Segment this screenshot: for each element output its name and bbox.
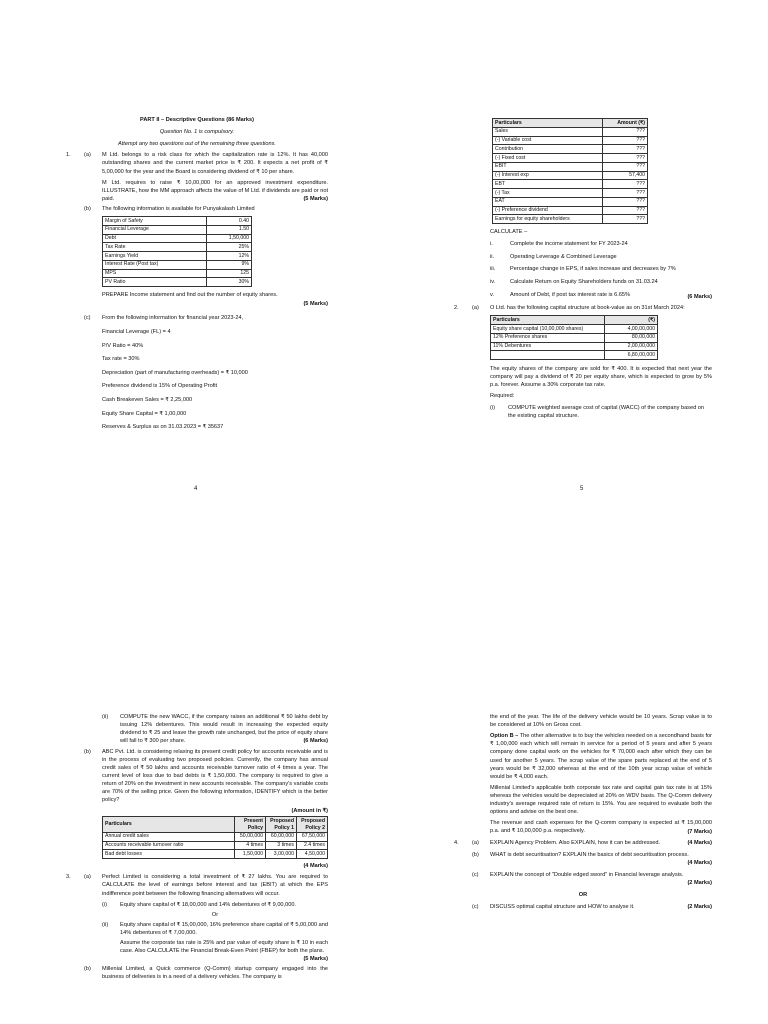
item-text: Equity share capital of ₹ 15,00,000, 16% preference share capital of ₹ 5,00,000 and 14% debentures of ₹ 7,00,000. [120, 921, 329, 936]
table-row [493, 206, 648, 215]
compulsory-note: Question No. 1 is compulsory. [159, 129, 235, 136]
question-1c [66, 314, 328, 431]
item-number: (ii) [102, 714, 109, 720]
question-1b [66, 205, 328, 308]
calc-item [490, 253, 712, 261]
table-row [491, 342, 658, 351]
cell-value: 125 [207, 269, 252, 278]
cell-value: ??? [603, 180, 648, 189]
cell-value: ??? [603, 206, 648, 215]
question-3a [66, 873, 328, 963]
cell-value: 9% [207, 260, 252, 269]
required-label: Required: [490, 393, 515, 400]
cell-value: ??? [603, 162, 648, 171]
cell-label: Accounts receivable turnover ratio [103, 841, 235, 850]
item-text: Amount of Debt, if post tax interest rate is 6.65% [510, 291, 631, 298]
q1a-text2: M Ltd. requires to raise ₹ 10,00,000 for an approved investment expenditure. ILLUSTRATE, how the MM approach affects the value of M Ltd. if dividends are paid or not paid. [102, 179, 328, 202]
table-row [103, 269, 252, 278]
cell-value: ??? [603, 136, 648, 145]
sub-label: (a) [472, 305, 479, 312]
p7-para4: The revenue and cash expenses for the Q-comm company is expected at ₹ 15,00,000 p.a. and ₹ 10,00,000 p.a. respectively. [490, 820, 712, 835]
marks: (4 Marks) [303, 863, 328, 870]
p7-para1: the end of the year. The life of the delivery vehicle would be 10 years. Scrap value is to be considered at 10% on Gross cost. [490, 714, 712, 729]
table-row [493, 171, 648, 180]
q4b-text: WHAT is debt securitisation? EXPLAIN the basics of debt securitisation process. [490, 851, 689, 858]
table-row [103, 260, 252, 269]
item-text: COMPUTE the new WACC, if the company raises an additional ₹ 50 lakhs debt by issuing 12% debentures. This would result in increasing the expected equity dividend to ₹ 25 and leave the growth rate unchanged, but the price of equity share will fall to ₹ 300 per share. [120, 714, 328, 745]
col-header: Particulars [491, 316, 605, 325]
col-header: Particulars [493, 119, 603, 128]
cell-label: (-) Preference dividend [493, 206, 603, 215]
q4c-text: EXPLAIN the concept of "Double edged sword" in Financial leverage analysis. [490, 871, 684, 878]
sub-label: (b) [84, 966, 91, 973]
q3b-text: Millenial Limited, a Quick commerce (Q-Comm) startup company engaged into the business of deliveries is in a need of a delivery vehicles. The company is [102, 966, 328, 981]
cell-label: Debt [103, 234, 207, 243]
cell-label: (-) Interest exp [493, 171, 603, 180]
col-header: Proposed Policy 2 [297, 817, 328, 833]
cell-label: Financial Leverage [103, 225, 207, 234]
cell-value: 4,50,000 [297, 850, 328, 859]
calculate-heading: CALCULATE – [490, 229, 528, 235]
leverage-info-table [102, 216, 252, 287]
table-row [493, 154, 648, 163]
page-6 [66, 713, 328, 985]
item-text: Complete the income statement for FY 2023-24 [510, 241, 628, 248]
or-separator: Or [211, 911, 219, 918]
marks: (2 Marks) [687, 880, 712, 887]
page-number: 4 [194, 486, 198, 492]
option-b-text: The other alternative is to buy the vehicles needed on a secondhand basis for ₹ 1,00,000 each which will remain in service for a period of 5 years and after 5 years company done capital work on the vehicles for ₹ 70,000 each after which they can be used for another 5 years. The scrap value of the spare parts replaced at the end of 5 years would be ₹ 32,000 whereas at the end of the 10th year scrap value of vehicle would be ₹ 4,000 each. [490, 733, 713, 780]
cell-value: 2.4 times [297, 841, 328, 850]
cell-label: (-) Variable cost [493, 136, 603, 145]
cell-value: 80,00,000 [605, 333, 658, 342]
or-separator: OR [578, 892, 588, 899]
cell-value: 30% [207, 278, 252, 287]
p7-para3: Millenial Limited's applicable both corporate tax rate and capital gain tax rate is at 15% whereas the vehicles would be depreciated at 20% on WDV basis. The Q-Comm delivery industry's average required rate of return is 15%. You are required to evaluate both the options and advise on the best one. [490, 784, 712, 816]
info-line: Preference dividend is 15% of Operating Profit [102, 383, 218, 390]
income-statement-table [492, 118, 648, 224]
cell-label: EBIT [493, 162, 603, 171]
question-4c [454, 871, 712, 887]
cell-value: 3,00,000 [266, 850, 297, 859]
table-row [491, 325, 658, 334]
table-row [103, 217, 252, 226]
cell-label: Margin of Safety [103, 217, 207, 226]
q1b-text: The following information is available for Punyakalash Limited [102, 206, 255, 213]
marks: (7 Marks) [687, 828, 712, 835]
question-number: 1. [66, 152, 71, 159]
cell-value: 4 times [235, 841, 266, 850]
item-number: (ii) [102, 921, 109, 928]
sub-label: (c) [472, 904, 479, 911]
sub-label: (b) [472, 851, 479, 858]
sub-label: (a) [472, 839, 479, 846]
marks: (4 Marks) [687, 839, 712, 846]
table-row [491, 351, 658, 360]
part-title: PART II – Descriptive Questions (86 Marks) [140, 117, 254, 123]
cell-label: Bad debt losses [103, 850, 235, 859]
cell-label: Tax Rate [103, 243, 207, 252]
cell-value: 6,80,00,000 [605, 351, 658, 360]
sub-label: (b) [84, 206, 91, 213]
option-b-label: Option B – [490, 733, 519, 740]
question-number: 3. [66, 874, 71, 881]
info-line: From the following information for financial year 2023-24, [102, 315, 244, 322]
table-row [103, 278, 252, 287]
page-5 [454, 118, 712, 420]
page-number: 5 [580, 486, 584, 492]
table-row [103, 841, 328, 850]
cell-label: 12% Preference shares [491, 333, 605, 342]
capital-structure-table [490, 315, 658, 360]
marks: (5 Marks) [303, 956, 328, 963]
table-row [493, 136, 648, 145]
cell-value: 1.50 [207, 225, 252, 234]
item-number: iii. [490, 266, 496, 273]
q4a-text: EXPLAIN Agency Problem. Also EXPLAIN, how it can be addressed. [490, 839, 661, 846]
item-number: (i) [102, 901, 107, 908]
cell-value: 50,00,000 [235, 832, 266, 841]
marks: (5 Marks) [303, 301, 328, 308]
cell-value: ??? [603, 154, 648, 163]
cell-value: ??? [603, 189, 648, 198]
sub-label: (c) [84, 315, 91, 322]
question-4a [454, 839, 712, 847]
col-header: Proposed Policy 1 [266, 817, 297, 833]
calc-item [490, 291, 712, 299]
table-row [103, 225, 252, 234]
item-number: (i) [490, 404, 495, 411]
sub-label: (a) [84, 152, 91, 159]
item-text: COMPUTE weighted average cost of capital (WACC) of the company based on the existing capital structure. [508, 404, 704, 419]
cell-value: 25% [207, 243, 252, 252]
item-number: iv. [490, 278, 496, 285]
cell-label: Earnings Yield [103, 252, 207, 261]
cell-value: 0.40 [207, 217, 252, 226]
calc-item [490, 265, 712, 273]
cell-label: PV Ratio [103, 278, 207, 287]
cell-label: (-) Tax [493, 189, 603, 198]
info-line: Reserves & Surplus as on 31.03.2023 = ₹ 35637 [102, 424, 224, 431]
question-2a [454, 304, 712, 420]
q4c-alt-text: DISCUSS optimal capital structure and HOW to analyse it. [490, 904, 635, 911]
marks: (6 Marks) [303, 738, 328, 745]
marks: (2 Marks) [687, 904, 712, 911]
cell-value: 3 times [266, 841, 297, 850]
col-header: Particulars [103, 817, 235, 833]
table-row [103, 832, 328, 841]
cell-value: ??? [603, 215, 648, 224]
cell-value: 1,50,000 [207, 234, 252, 243]
q2a-paragraph: The equity shares of the company are sold for ₹ 400. It is expected that next year the company will pay a dividend of ₹ 20 per equity share, which is expected to grow by 5% p.a. forever. Assume a 30% corporate tax rate. [490, 366, 712, 389]
item-text: Calculate Return on Equity Shareholders funds on 31.03.24 [510, 278, 658, 285]
sub-label: (b) [84, 748, 91, 755]
q3a-assume: Assume the corporate tax rate is 25% and par value of equity share is ₹ 10 in each case. Also CALCULATE the Financial Break-Even Point (FBEP) for both the plans. [120, 940, 328, 955]
p7-option-b [490, 732, 712, 781]
info-line: Equity Share Capital = ₹ 1,00,000 [102, 410, 187, 417]
attempt-note: Attempt any two questions out of the remaining three questions. [118, 141, 276, 148]
cell-label: Equity share capital (10,00,000 shares) [491, 325, 605, 334]
cell-value: 2,00,00,000 [605, 342, 658, 351]
question-2b [66, 748, 328, 871]
cell-label: Sales [493, 127, 603, 136]
marks: (5 Marks) [303, 195, 328, 202]
cell-label [491, 351, 605, 360]
item-number: ii. [490, 253, 495, 260]
cell-label: EAT [493, 197, 603, 206]
table-row [493, 162, 648, 171]
table-row [103, 252, 252, 261]
q3a-text: Perfect Limited is considering a total investment of ₹ 27 lakhs. You are required to CALCULATE the level of earnings before interest and tax (EBIT) at which the EPS indifference point between the following financing alternatives will occur. [102, 874, 328, 897]
cell-value: 60,00,000 [266, 832, 297, 841]
question-number: 4. [454, 839, 459, 846]
q1a-text1: M Ltd. belongs to a risk class for which the capitalization rate is 12%. It has 40,000 outstanding shares and the current market price is ₹ 200. It expects a net profit of ₹ 5,00,000 for the year and the Board is considering dividend of ₹ 10 per share. [102, 152, 328, 175]
info-line: P/V Ratio = 40% [102, 342, 144, 349]
item-number: i. [490, 241, 493, 248]
cell-label: Interest Rate (Post tax) [103, 260, 207, 269]
question-number: 2. [454, 305, 459, 312]
table-row [103, 243, 252, 252]
cell-label: Contribution [493, 145, 603, 154]
table-row [493, 180, 648, 189]
cell-value: 12% [207, 252, 252, 261]
question-4b [454, 851, 712, 867]
credit-policy-table [102, 816, 328, 859]
marks: (4 Marks) [687, 859, 712, 866]
col-header: (₹) [605, 316, 658, 325]
sub-label: (c) [472, 871, 479, 878]
table-row [493, 215, 648, 224]
item-text: Percentage change in EPS, if sales increase and decreases by 7% [510, 266, 676, 273]
q2a-text: O Ltd. has the following capital structure at book-value as on 31st March 2024: [490, 305, 685, 312]
cell-value: ??? [603, 145, 648, 154]
calc-item [490, 278, 712, 286]
marks: (6 Marks) [687, 294, 712, 301]
table-row [491, 333, 658, 342]
item-number: v. [490, 291, 494, 298]
cell-value: 1,50,000 [235, 850, 266, 859]
info-line: Cash Breakeven Sales = ₹ 2,25,000 [102, 397, 193, 404]
col-header: Present Policy [235, 817, 266, 833]
cell-label: MPS [103, 269, 207, 278]
page-7 [454, 713, 712, 911]
cell-label: (-) Fixed cost [493, 154, 603, 163]
cell-label: Annual credit sales [103, 832, 235, 841]
cell-label: 11% Debentures [491, 342, 605, 351]
cell-value: 4,00,00,000 [605, 325, 658, 334]
q2b-text: ABC Pvt. Ltd. is considering relaxing its present credit policy for accounts receivable and is in the process of evaluating two proposed policies. Currently, the company has annual credit sales of ₹ 50 lakhs and accounts receivable turnover ratio of 4 times a year. The current level of loss due to bad debts is ₹ 1,50,000. The company is required to give a return of 20% on the investment in new accounts receivable. The company's variable costs are 70% of the selling price. Given the following information, IDENTIFY which is the better policy? [102, 748, 328, 804]
cell-label: EBT [493, 180, 603, 189]
table-row [493, 127, 648, 136]
question-1a [66, 151, 328, 203]
question-3b [66, 965, 328, 981]
q1b-prepare: PREPARE Income statement and find out the number of equity shares. [102, 292, 278, 299]
item-text: Operating Leverage & Combined Leverage [510, 253, 617, 260]
table-row [493, 145, 648, 154]
item-text: Equity share capital of ₹ 18,00,000 and 14% debentures of ₹ 9,00,000. [120, 901, 296, 908]
table-row [493, 197, 648, 206]
table-row [103, 850, 328, 859]
sub-label: (a) [84, 874, 91, 881]
table-row [493, 189, 648, 198]
info-line: Tax rate = 30% [102, 356, 140, 363]
cell-value: ??? [603, 197, 648, 206]
info-line: Financial Leverage (FL) = 4 [102, 329, 171, 336]
col-header: Amount (₹) [603, 119, 648, 128]
table-row [103, 234, 252, 243]
cell-value: ??? [603, 127, 648, 136]
cell-value: 57,400 [603, 171, 648, 180]
cell-label: Earnings for equity shareholders [493, 215, 603, 224]
info-line: Depreciation (part of manufacturing overheads) = ₹ 10,000 [102, 369, 248, 376]
question-4c-alt [454, 903, 712, 911]
page-4 [66, 116, 328, 437]
amount-note: (Amount in ₹) [291, 808, 328, 815]
cell-value: 67,50,000 [297, 832, 328, 841]
calc-item [490, 240, 712, 248]
